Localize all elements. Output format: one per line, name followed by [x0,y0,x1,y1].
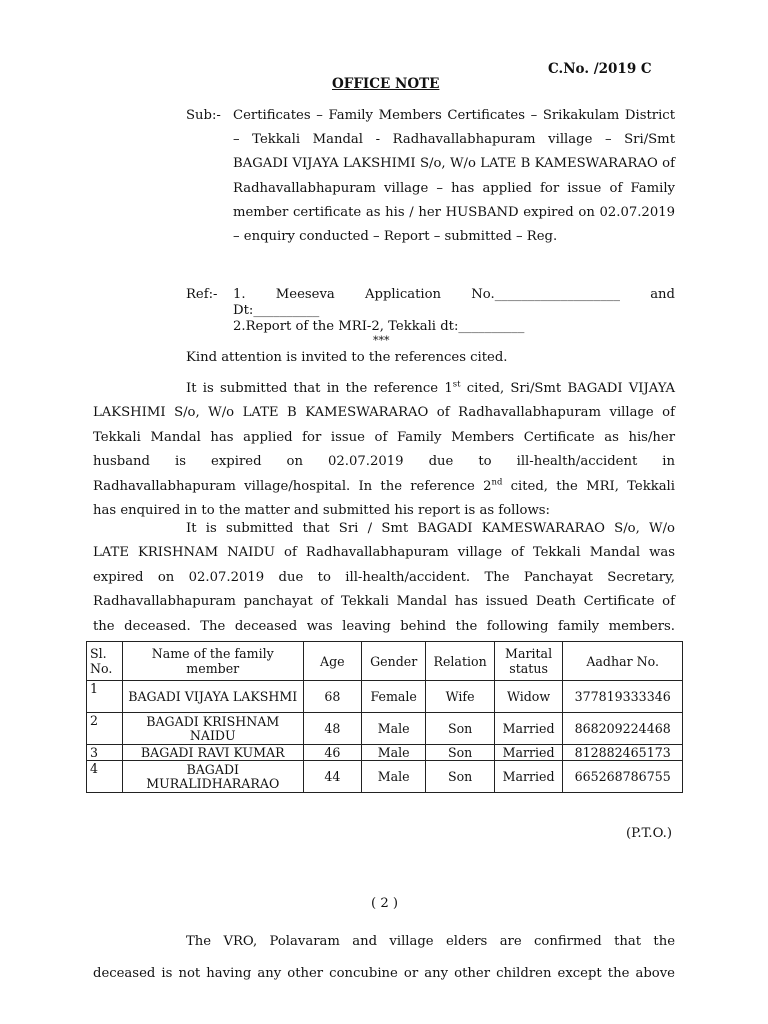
paragraph-2 [93,517,675,639]
paragraph-line: deceased is not having any other concubine or any other children except the above [93,966,675,981]
cell-relation: Son [426,761,494,793]
page-number: ( 2 ) [371,896,399,911]
ref1-part: Application [365,287,442,302]
cell-name: BAGADI VIJAYA LAKSHMI [122,681,303,713]
cell-sl: 2 [87,713,123,745]
ref1-part: No.___________________ [471,287,620,302]
cell-marital: Married [494,761,562,793]
table-row [87,745,683,761]
cell-aadhar: 377819333346 [563,681,683,713]
header-sl-no: Sl. No. [87,642,123,681]
case-number: C.No. /2019 C [548,61,652,77]
ref1-part: 1. [233,287,246,302]
family-members-table [86,641,683,793]
kind-attention: Kind attention is invited to the references cited. [186,350,508,365]
table-header-row [87,642,683,681]
pto-note: (P.T.O.) [626,826,672,841]
subject-label: Sub:- [186,108,221,123]
table-row [87,681,683,713]
ref1-part: and [650,287,675,302]
cell-age: 48 [303,713,361,745]
paragraph-line: It is submitted that in the reference 1st cited, Sri/Smt BAGADI VIJAYA [186,379,675,396]
reference-1-date: Dt:__________ [233,303,320,318]
ref1-part: Meeseva [275,287,335,302]
table-row [87,761,683,793]
cell-relation: Son [426,745,494,761]
separator-stars: *** [373,334,390,347]
cell-name: BAGADI KRISHNAM NAIDU [122,713,303,745]
cell-sl: 4 [87,761,123,793]
header-relation: Relation [426,642,494,681]
cell-aadhar: 665268786755 [563,761,683,793]
header-gender: Gender [361,642,425,681]
paragraph-line: husband is expired on 02.07.2019 due to ill-health/accident in [93,454,675,470]
paragraph-line: It is submitted that Sri / Smt BAGADI KAMESWARARAO S/o, W/o [186,521,675,536]
cell-name: BAGADI RAVI KUMAR [122,745,303,761]
subject-text: Certificates – Family Members Certificates – Srikakulam District – Tekkali Mandal - Radhavallabhapuram village – Sri/Smt BAGADI VIJAYA LAKSHIMI S/o, W/o LATE B KAMESWARARAO of Radhavallabhapuram village – has applied for issue of Family member certificate as his / her HUSBAND expired on 02.07.2019 – enquiry conducted – Report – submitted – Reg. [233,108,675,245]
paragraph-line: LAKSHIMI S/o, W/o LATE B KAMESWARARAO of Radhavallabhapuram village of [93,405,675,421]
cell-sl: 3 [87,745,123,761]
references-label: Ref:- [186,287,218,302]
paragraph-3 [93,926,675,990]
cell-relation: Son [426,713,494,745]
cell-gender: Male [361,761,425,793]
cell-age: 44 [303,761,361,793]
reference-2: 2.Report of the MRI-2, Tekkali dt:__________ [233,319,525,334]
table-row [87,713,683,745]
paragraph-line: the deceased. The deceased was leaving behind the following family members. [93,618,675,634]
header-aadhar-no: Aadhar No. [563,642,683,681]
paragraph-line: expired on 02.07.2019 due to ill-health/accident. The Panchayat Secretary, [93,569,675,585]
reference-1 [233,287,675,303]
cell-sl: 1 [87,681,123,713]
paragraph-line: Radhavallabhapuram village/hospital. In the reference 2nd cited, the MRI, Tekkali [93,477,675,494]
paragraph-line: Tekkali Mandal has applied for issue of Family Members Certificate as his/her [93,429,675,445]
header-marital-status: Marital status [494,642,562,681]
cell-aadhar: 868209224468 [563,713,683,745]
references-block [233,287,675,335]
cell-relation: Wife [426,681,494,713]
paragraph-line: has enquired in to the matter and submitted his report is as follows: [93,502,550,518]
paragraph-line: The VRO, Polavaram and village elders are confirmed that the [186,934,675,949]
cell-gender: Male [361,745,425,761]
paragraph-line: Radhavallabhapuram panchayat of Tekkali Mandal has issued Death Certificate of [93,594,675,610]
cell-age: 46 [303,745,361,761]
cell-gender: Female [361,681,425,713]
cell-name: BAGADI MURALIDHARARAO [122,761,303,793]
header-age: Age [303,642,361,681]
cell-marital: Widow [494,681,562,713]
header-name: Name of the family member [122,642,303,681]
paragraph-1 [93,377,675,523]
paragraph-line: LATE KRISHNAM NAIDU of Radhavallabhapuram village of Tekkali Mandal was [93,545,675,561]
cell-aadhar: 812882465173 [563,745,683,761]
cell-gender: Male [361,713,425,745]
document-title: OFFICE NOTE [332,76,440,92]
cell-marital: Married [494,713,562,745]
cell-marital: Married [494,745,562,761]
cell-age: 68 [303,681,361,713]
